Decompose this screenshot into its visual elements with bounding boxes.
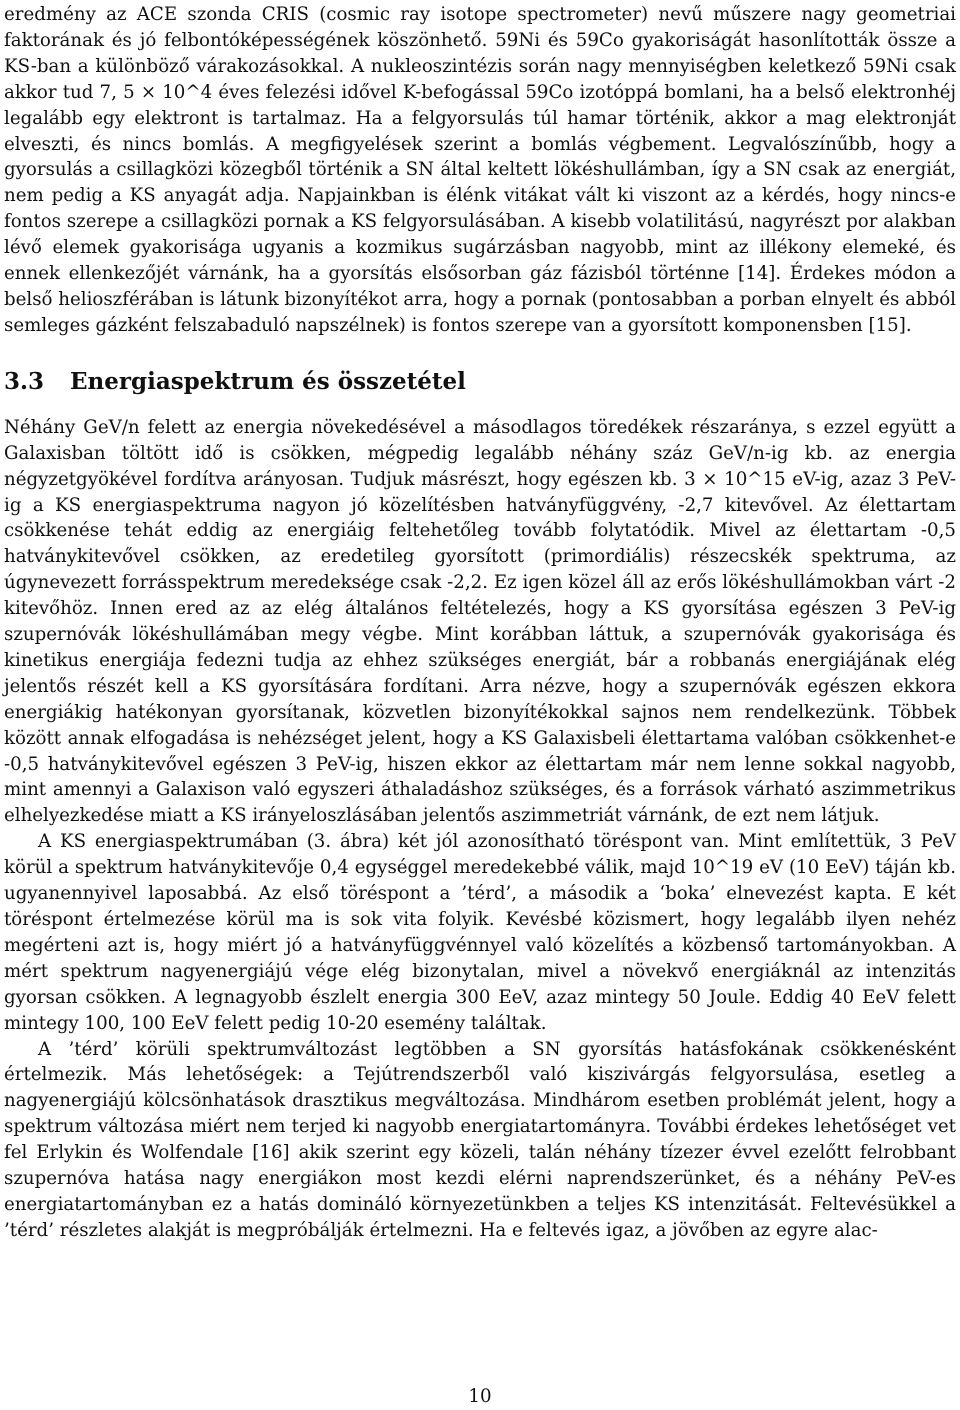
- paragraph-energy-spectrum: Néhány GeV/n felett az energia növekedésével a másodlagos töredékek részaránya, s ezzel együtt a Galaxisban töltött idő is csökken, mégpedig legalább néhány száz GeV/n-ig kb. az energia négyzetgyökével fordítva arányosan. Tudjuk másrészt, hogy egészen kb. 3 × 10^15 eV-ig, azaz 3 PeV-ig a KS energiaspektruma nagyon jó közelítésben hatványfüggvény, -2,7 kitevővel. Az élettartam csökkenése tehát eddig az energiáig feltehetőleg tovább folytatódik. Mivel az élettartam -0,5 hatványkitevővel csökken, az eredetileg gyorsított (primordiális) részecskék spektruma, az úgynevezett forrásspektrum meredeksége csak -2,2. Ez igen közel áll az erős lökéshullámokban várt -2 kitevőhöz. Innen ered az az elég általános feltételezés, hogy a KS gyorsítása egészen 3 PeV-ig szupernóvák lökéshullámában megy végbe. Mint korábban láttuk, a szupernóvák gyakorisága és kinetikus energiája fedezni tudja az ehhez szükséges energiát, bár a robbanás energiájának elég jelentős részét kell a KS gyorsítására fordítani. Arra nézve, hogy a szupernóvák egészen ekkora energiákig hatékonyan gyorsítanak, közvetlen bizonyítékokkal sajnos nem rendelkezünk. Többek között annak elfogadása is nehézséget jelent, hogy a KS Galaxisbeli élettartama valóban csökkenhet-e -0,5 hatványkitevővel egészen 3 PeV-ig, hiszen ekkor az élettartam már nem lenne sokkal nagyobb, mint amennyi a Galaxison való egyszeri áthaladáshoz szükséges, és a források várható aszimmetrikus elhelyezkedése miatt a KS irányeloszlásában jelentős aszimmetriát várnánk, de ezt nem látjuk.: [4, 416, 956, 827]
- paragraph-isotope-decay: eredmény az ACE szonda CRIS (cosmic ray isotope spectrometer) nevű műszere nagy geometriai faktorának és jó felbontóképességének köszönhető. 59Ni és 59Co gyakoriságát hasonlították össze a KS-ban a különböző várakozásokkal. A nukleoszintézis során nagy mennyiségben keletkező 59Ni csak akkor tud 7, 5 × 10^4 éves felezési idővel K-befogással 59Co izotóppá bomlani, ha a belső elektronhéj legalább egy elektront is tartalmaz. Ha a felgyorsulás túl hamar történik, akkor a mag elektronját elveszti, és nincs bomlás. A megfigyelések szerint a bomlás végbement. Legvalószínűbb, hogy a gyorsulás a csillagközi közegből történik a SN által keltett lökéshullámban, így a SN csak az energiát, nem pedig a KS anyagát adja. Napjainkban is élénk vitákat vált ki viszont az a kérdés, hogy nincs-e fontos szerepe a csillagközi pornak a KS felgyorsulásában. A kisebb volatilitású, nagyrészt por alakban lévő elemek gyakorisága ugyanis a kozmikus sugárzásban nagyobb, mint az illékony elemeké, és ennek ellenkezőjét várnánk, ha a gyorsítás elsősorban gáz fázisból történne [14]. Érdekes módon a belső helioszférában is látunk bizonyítékot arra, hogy a pornak (pontosabban a porban elnyelt és abból semleges gázként felszabaduló napszélnek) is fontos szerepe van a gyorsított komponensben [15].: [4, 4, 956, 336]
- paragraph-spectrum-breakpoints: A KS energiaspektrumában (3. ábra) két jól azonosítható töréspont van. Mint említettük, 3 PeV körül a spektrum hatványkitevője 0,4 egységgel meredekebbé válik, majd 10^19 eV (10 EeV) táján kb. ugyanennyivel laposabbá. Az első töréspont a ’térd’, a második a ‘boka’ elnevezést kapta. E két töréspont értelmezése körül ma is sok vita folyik. Kevésbé közismert, hogy legalább ilyen nehéz megérteni azt is, hogy miért jó a hatványfüggvénnyel való közelítés a közbenső tartományokban. A mért spektrum nagyenergiájú vége elég bizonytalan, mivel a növekvő energiáknál az intenzitás gyorsan csökken. A legnagyobb észlelt energia 300 EeV, azaz mintegy 50 Joule. Eddig 40 EeV felett mintegy 100, 100 EeV felett pedig 10-20 esemény találtak.: [4, 831, 956, 1034]
- paragraph-knee-interpretation: A ’térd’ körüli spektrumváltozást legtöbben a SN gyorsítás hatásfokának csökkenésként értelmezik. Más lehetőségek: a Tejútrendszerből való kiszivárgás felgyorsulása, esetleg a nagyenergiájú kölcsönhatások drasztikus megváltozása. Mindhárom esetben problémát jelent, hogy a spektrum változása miért nem terjed ki nagyobb energiatartományra. További érdekes lehetőséget vet fel Erlykin és Wolfendale [16] akik szerint egy közeli, talán néhány tízezer évvel ezelőtt felrobbant szupernóva hatása nagy energiákon most kezdi elérni naprendszerünket, és a néhány PeV-es energiatartományban ez a hatás domináló környezetünkben a teljes KS intenzitását. Feltevésükkel a ’térd’ részletes alakját is megpróbálják értelmezni. Ha e feltevés igaz, a jövőben az egyre alac-: [4, 1038, 956, 1241]
- section-heading: [4, 367, 956, 397]
- section-number: 3.3: [4, 367, 45, 395]
- page-number: 10: [468, 1386, 492, 1407]
- document-page: [4, 2, 956, 1244]
- section-title: Energiaspektrum és összetétel: [70, 367, 466, 395]
